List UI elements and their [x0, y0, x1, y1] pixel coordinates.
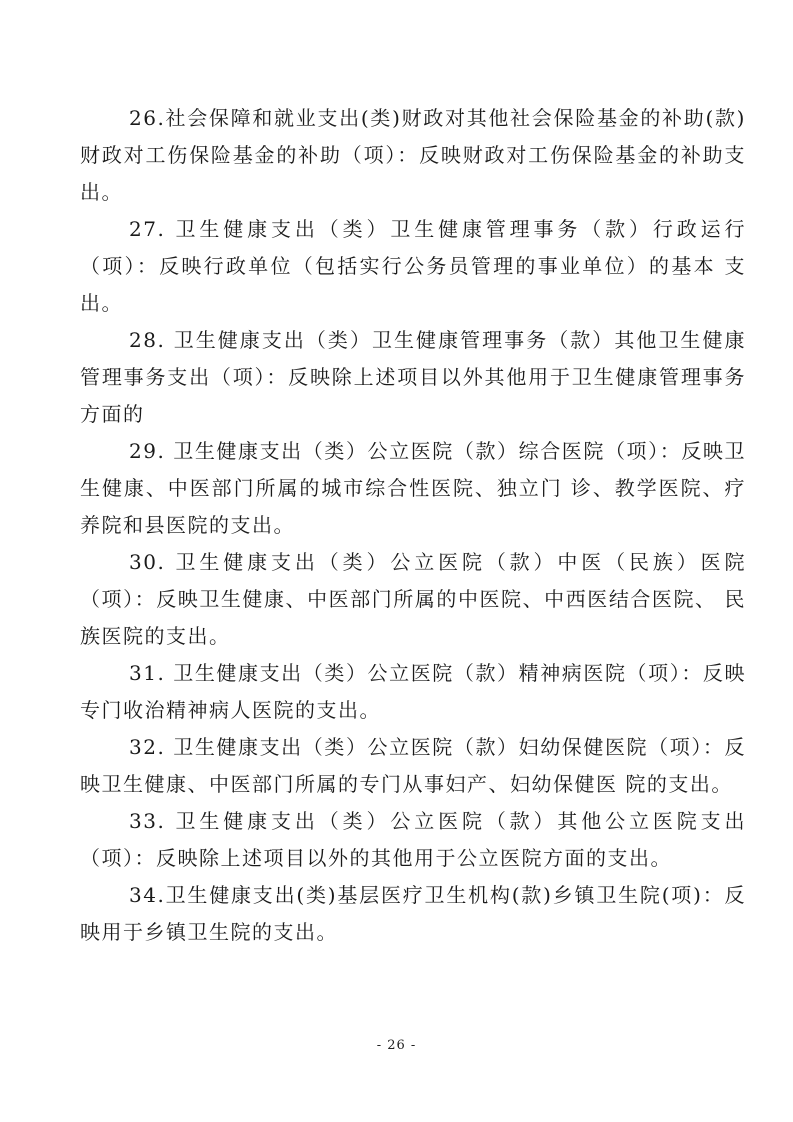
paragraph-item-27: 27. 卫生健康支出（类）卫生健康管理事务（款）行政运行（项）：反映行政单位（包括实行公务员管理的事业单位）的基本 支出。 — [80, 217, 746, 315]
paragraph-item-33: 33. 卫生健康支出（类）公立医院（款）其他公立医院支出（项）：反映除上述项目以外的其他用于公立医院方面的支出。 — [80, 809, 746, 870]
paragraph-item-34: 34.卫生健康支出(类)基层医疗卫生机构(款)乡镇卫生院(项)：反映用于乡镇卫生院的支出。 — [80, 883, 746, 944]
paragraph-item-30: 30. 卫生健康支出（类）公立医院（款）中医（民族）医院（项）：反映卫生健康、中医部门所属的中医院、中西医结合医院、 民族医院的支出。 — [80, 550, 746, 648]
paragraph-item-26: 26.社会保障和就业支出(类)财政对其他社会保险基金的补助(款)财政对工伤保险基金的补助（项）：反映财政对工伤保险基金的补助支出。 — [80, 106, 746, 204]
paragraph-item-29: 29. 卫生健康支出（类）公立医院（款）综合医院（项）：反映卫生健康、中医部门所属的城市综合性医院、独立门 诊、教学医院、疗养院和县医院的支出。 — [80, 439, 746, 537]
paragraph-item-28: 28. 卫生健康支出（类）卫生健康管理事务（款）其他卫生健康管理事务支出（项）：反映除上述项目以外其他用于卫生健康管理事务方面的 — [80, 328, 746, 426]
paragraph-item-32: 32. 卫生健康支出（类）公立医院（款）妇幼保健医院（项）：反映卫生健康、中医部门所属的专门从事妇产、妇幼保健医 院的支出。 — [80, 735, 746, 796]
page-number: - 26 - — [376, 1038, 417, 1053]
paragraph-item-31: 31. 卫生健康支出（类）公立医院（款）精神病医院（项）：反映专门收治精神病人医院的支出。 — [80, 661, 746, 722]
document-body — [80, 100, 746, 951]
